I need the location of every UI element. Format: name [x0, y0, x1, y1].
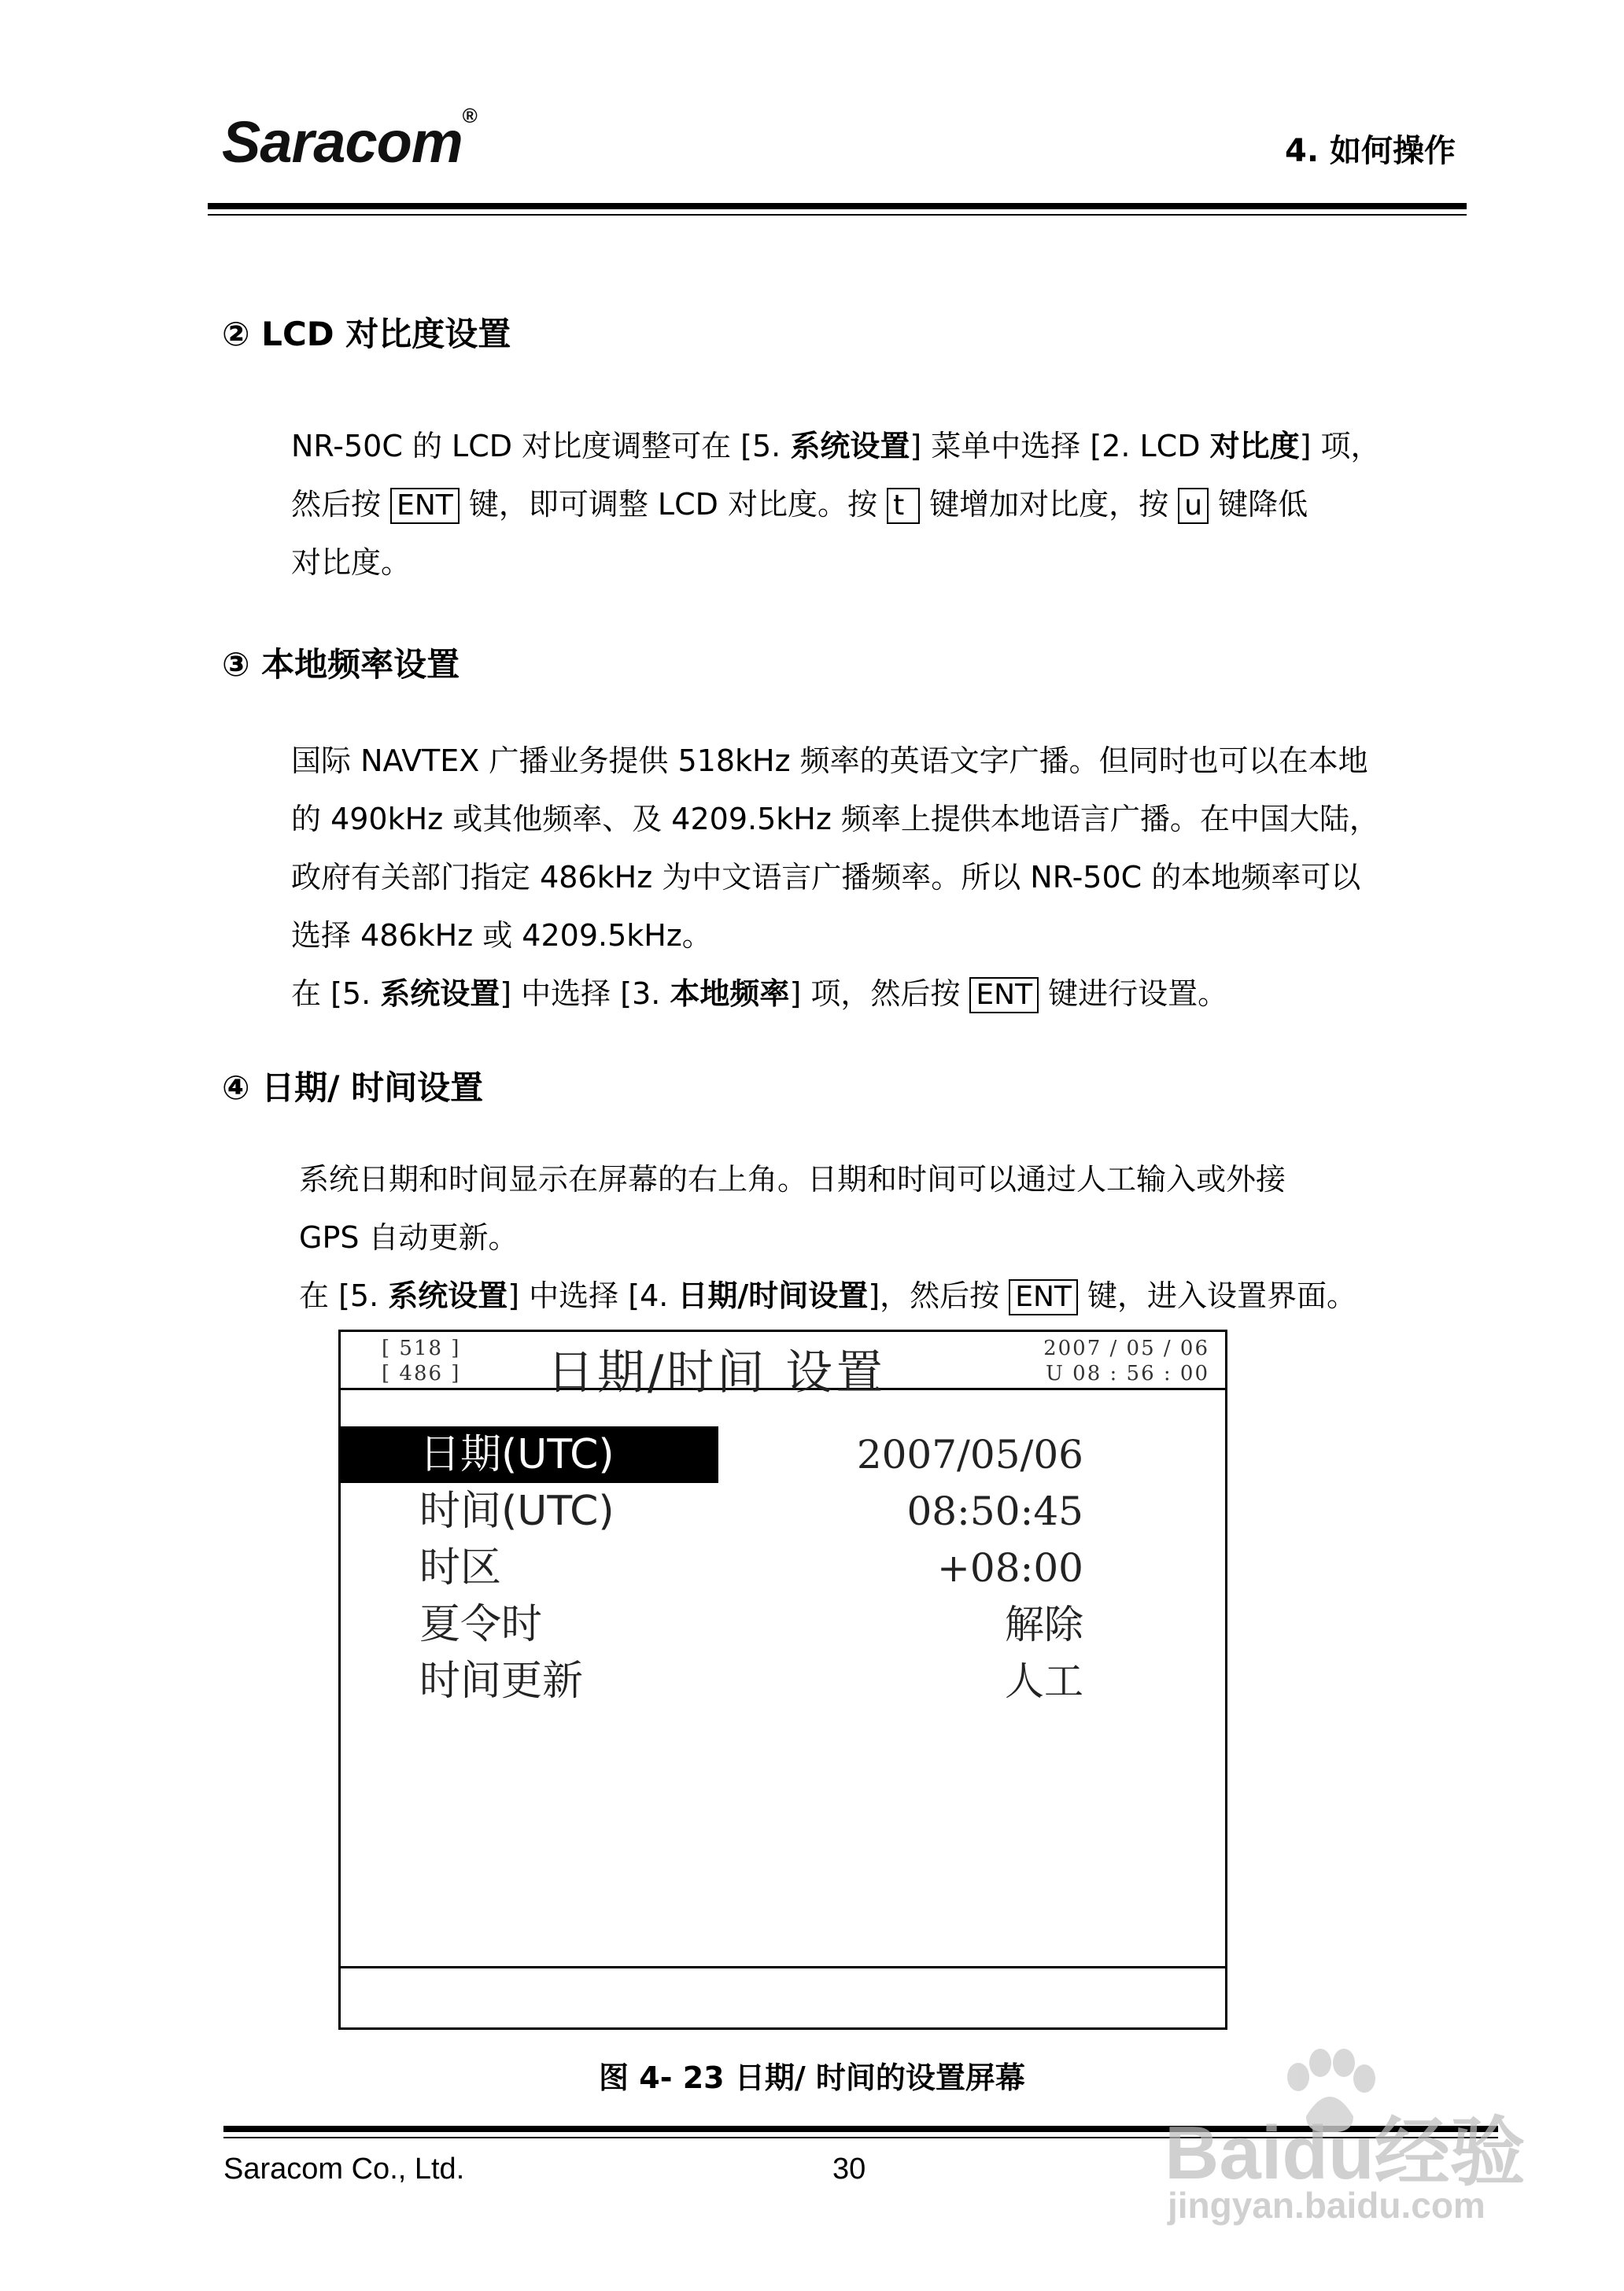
paragraph-lcd-contrast — [291, 417, 1471, 592]
paragraph-local-frequency — [291, 732, 1479, 1023]
menu-row-label: 时间更新 — [419, 1658, 584, 1705]
watermark-brand: Baidu经验 — [1164, 2111, 1526, 2195]
header-rule-thick — [208, 203, 1467, 209]
menu-row-time-update[interactable] — [341, 1653, 1225, 1710]
paragraph-line: 国际 NAVTEX 广播业务提供 518kHz 频率的英语文字广播。但同时也可以在本地 — [291, 743, 1368, 778]
paragraph-line: 系统日期和时间显示在屏幕的右上角。日期和时间可以通过人工输入或外接 — [299, 1162, 1286, 1197]
lcd-status-bar — [341, 1966, 1225, 2027]
figure-caption: 图 4- 23 日期/ 时间的设置屏幕 — [599, 2060, 1025, 2095]
up-key-label: t — [887, 488, 920, 524]
chapter-title: 4. 如何操作 — [1285, 133, 1456, 169]
menu-row-time-utc[interactable] — [341, 1483, 1225, 1540]
ent-key-label: ENT — [390, 488, 460, 524]
paragraph-line: 政府有关部门指定 486kHz 为中文语言广播频率。所以 NR-50C 的本地频率可以 — [291, 860, 1361, 895]
menu-row-label: 日期(UTC) — [419, 1431, 615, 1478]
section-heading-local-frequency: ③ 本地频率设置 — [222, 645, 460, 684]
local-frequency: [ 486 ] — [382, 1362, 461, 1385]
lcd-date: 2007 / 05 / 06 — [1043, 1337, 1209, 1360]
menu-row-label: 夏令时 — [419, 1601, 543, 1648]
menu-row-time-zone[interactable] — [341, 1540, 1225, 1596]
header-rule-thin — [208, 214, 1467, 216]
paragraph-date-time — [299, 1150, 1479, 1325]
menu-row-value: 2007/05/06 — [856, 1432, 1083, 1478]
saracom-logo: Saracom® — [222, 104, 477, 175]
down-key-label: u — [1178, 488, 1209, 524]
page-number: 30 — [832, 2153, 866, 2186]
menu-row-label: 时间(UTC) — [419, 1488, 615, 1535]
paragraph-line: 选择 486kHz 或 4209.5kHz。 — [291, 918, 712, 953]
menu-row-value: 人工 — [1005, 1658, 1083, 1704]
section-heading-lcd-contrast: ② LCD 对比度设置 — [222, 315, 511, 353]
paragraph-line: 在 [5. 系统设置] 中选择 [4. 日期/时间设置]，然后按 ENT 键，进入设置界面。 — [299, 1267, 1479, 1325]
lcd-time: U 08 : 56 : 00 — [1045, 1362, 1209, 1385]
paragraph-line: NR-50C 的 LCD 对比度调整可在 [5. 系统设置] 菜单中选择 [2. LCD 对比度] 项， — [291, 429, 1381, 463]
paragraph-line: 在 [5. 系统设置] 中选择 [3. 本地频率] 项，然后按 ENT 键进行设置。 — [291, 965, 1479, 1023]
paragraph-line: GPS 自动更新。 — [299, 1220, 519, 1255]
lcd-screen-title: 日期/时间 设置 — [547, 1345, 887, 1400]
section-heading-date-time: ④ 日期/ 时间设置 — [222, 1068, 484, 1107]
menu-row-daylight-saving[interactable] — [341, 1596, 1225, 1653]
paragraph-line: 然后按 ENT 键，即可调整 LCD 对比度。按 t 键增加对比度，按 u 键降低 — [291, 475, 1471, 533]
menu-row-label: 时区 — [419, 1544, 502, 1592]
menu-row-value: 解除 — [1005, 1602, 1083, 1647]
paragraph-line: 对比度。 — [291, 545, 412, 580]
primary-frequency: [ 518 ] — [382, 1337, 461, 1360]
lcd-title-bar — [341, 1332, 1225, 1400]
menu-row-value: 08:50:45 — [906, 1489, 1083, 1534]
menu-row-value: +08:00 — [937, 1545, 1083, 1591]
ent-key-label: ENT — [969, 977, 1039, 1013]
company-name: Saracom Co., Ltd. — [223, 2153, 465, 2186]
menu-row-date-utc[interactable] — [341, 1426, 1225, 1483]
watermark-url: jingyan.baidu.com — [1168, 2185, 1486, 2226]
paragraph-line: 的 490kHz 或其他频率、及 4209.5kHz 频率上提供本地语言广播。在中国大陆， — [291, 802, 1379, 836]
lcd-screen-figure — [338, 1330, 1227, 2030]
ent-key-label: ENT — [1009, 1279, 1078, 1315]
